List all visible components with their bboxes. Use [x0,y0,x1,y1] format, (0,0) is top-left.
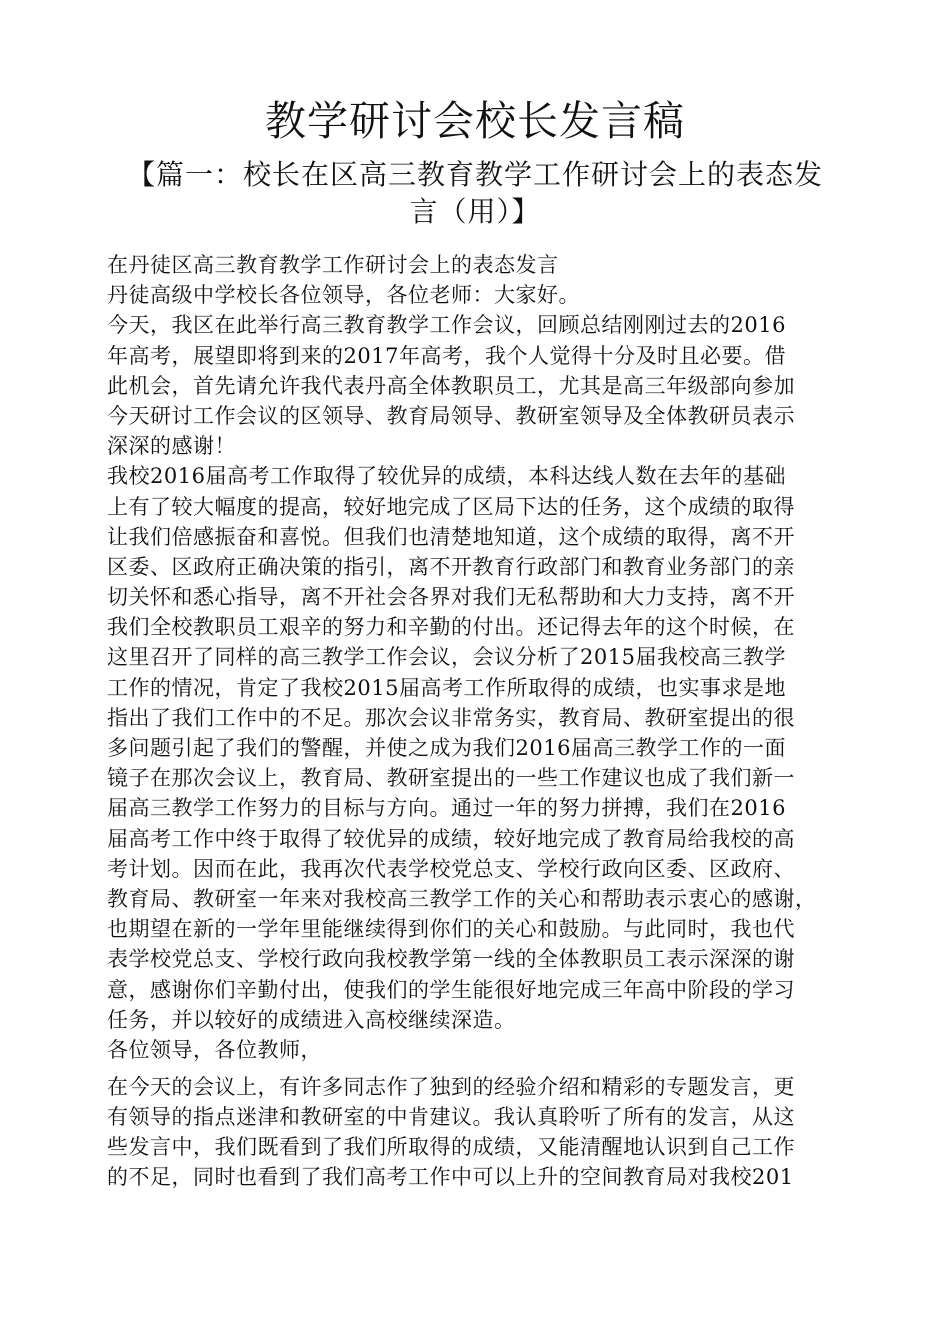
section-heading-line-1: 【篇一：校长在区高三教育教学工作研讨会上的表态发 [126,158,823,191]
text-line: 教育局、教研室一年来对我校高三教学工作的关心和帮助表示衷心的感谢， [107,886,817,911]
text-line: 今天，我区在此举行高三教育教学工作会议，回顾总结刚刚过去的2016 [107,313,786,338]
text-line: 这里召开了同样的高三教学工作会议，会议分析了2015届我校高三教学 [107,645,786,670]
text-line: 的不足，同时也看到了我们高考工作中可以上升的空间教育局对我校201 [107,1165,794,1190]
text-line: 表学校党总支、学校行政向我校教学第一线的全体教职员工表示深深的谢 [107,947,795,972]
text-line: 让我们倍感振奋和喜悦。但我们也清楚地知道，这个成绩的取得，离不开 [107,524,795,549]
text-line: 在丹徒区高三教育教学工作研讨会上的表态发言 [107,253,559,277]
text-line: 此机会，首先请允许我代表丹高全体教职员工，尤其是高三年级部向参加 [107,373,795,398]
text-line: 今天研讨工作会议的区领导、教育局领导、教研室领导及全体教研员表示 [107,403,795,428]
text-line: 在今天的会议上，有许多同志作了独到的经验介绍和精彩的专题发言，更 [107,1074,795,1099]
text-line: 届高考工作中终于取得了较优异的成绩，较好地完成了教育局给我校的高 [107,826,795,851]
text-line: 届高三教学工作努力的目标与方向。通过一年的努力拼搏，我们在2016 [107,796,786,821]
text-line: 我们全校教职员工艰辛的努力和辛勤的付出。还记得去年的这个时候，在 [107,615,795,640]
text-line: 区委、区政府正确决策的指引，离不开教育行政部门和教育业务部门的亲 [107,554,795,579]
text-line: 指出了我们工作中的不足。那次会议非常务实，教育局、教研室提出的很 [107,705,795,730]
text-line: 些发言中，我们既看到了我们所取得的成绩，又能清醒地认识到自己工作 [107,1135,795,1160]
text-line: 年高考，展望即将到来的2017年高考，我个人觉得十分及时且必要。借 [107,343,786,368]
text-line: 丹徒高级中学校长各位领导，各位老师：大家好。 [107,283,580,308]
body-text [107,250,867,1193]
text-line: 我校2016届高考工作取得了较优异的成绩，本科达线人数在去年的基础 [107,464,786,489]
text-line: 考计划。因而在此，我再次代表学校党总支、学校行政向区委、区政府、 [107,856,795,881]
text-line: 有领导的指点迷津和教研室的中肯建议。我认真聆听了所有的发言，从这 [107,1105,795,1130]
text-line: 工作的情况，肯定了我校2015届高考工作所取得的成绩，也实事求是地 [107,675,786,700]
text-line: 深深的感谢！ [107,434,236,459]
section-heading-line-2: 言（用）】 [409,195,541,228]
document-title: 教学研讨会校长发言稿 [265,97,685,145]
text-line: 任务，并以较好的成绩进入高校继续深造。 [107,1007,516,1032]
text-line: 各位领导，各位教师， [107,1037,322,1062]
text-line: 镜子在那次会议上，教育局、教研室提出的一些工作建议也成了我们新一 [107,766,795,791]
text-line: 也期望在新的一学年里能继续得到你们的关心和鼓励。与此同时，我也代 [107,917,795,942]
text-line: 上有了较大幅度的提高，较好地完成了区局下达的任务，这个成绩的取得 [107,494,795,519]
text-line: 意，感谢你们辛勤付出，使我们的学生能很好地完成三年高中阶段的学习 [107,977,795,1002]
text-line: 多问题引起了我们的警醒，并使之成为我们2016届高三教学工作的一面 [107,736,786,760]
text-line: 切关怀和悉心指导，离不开社会各界对我们无私帮助和大力支持，离不开 [107,585,795,610]
